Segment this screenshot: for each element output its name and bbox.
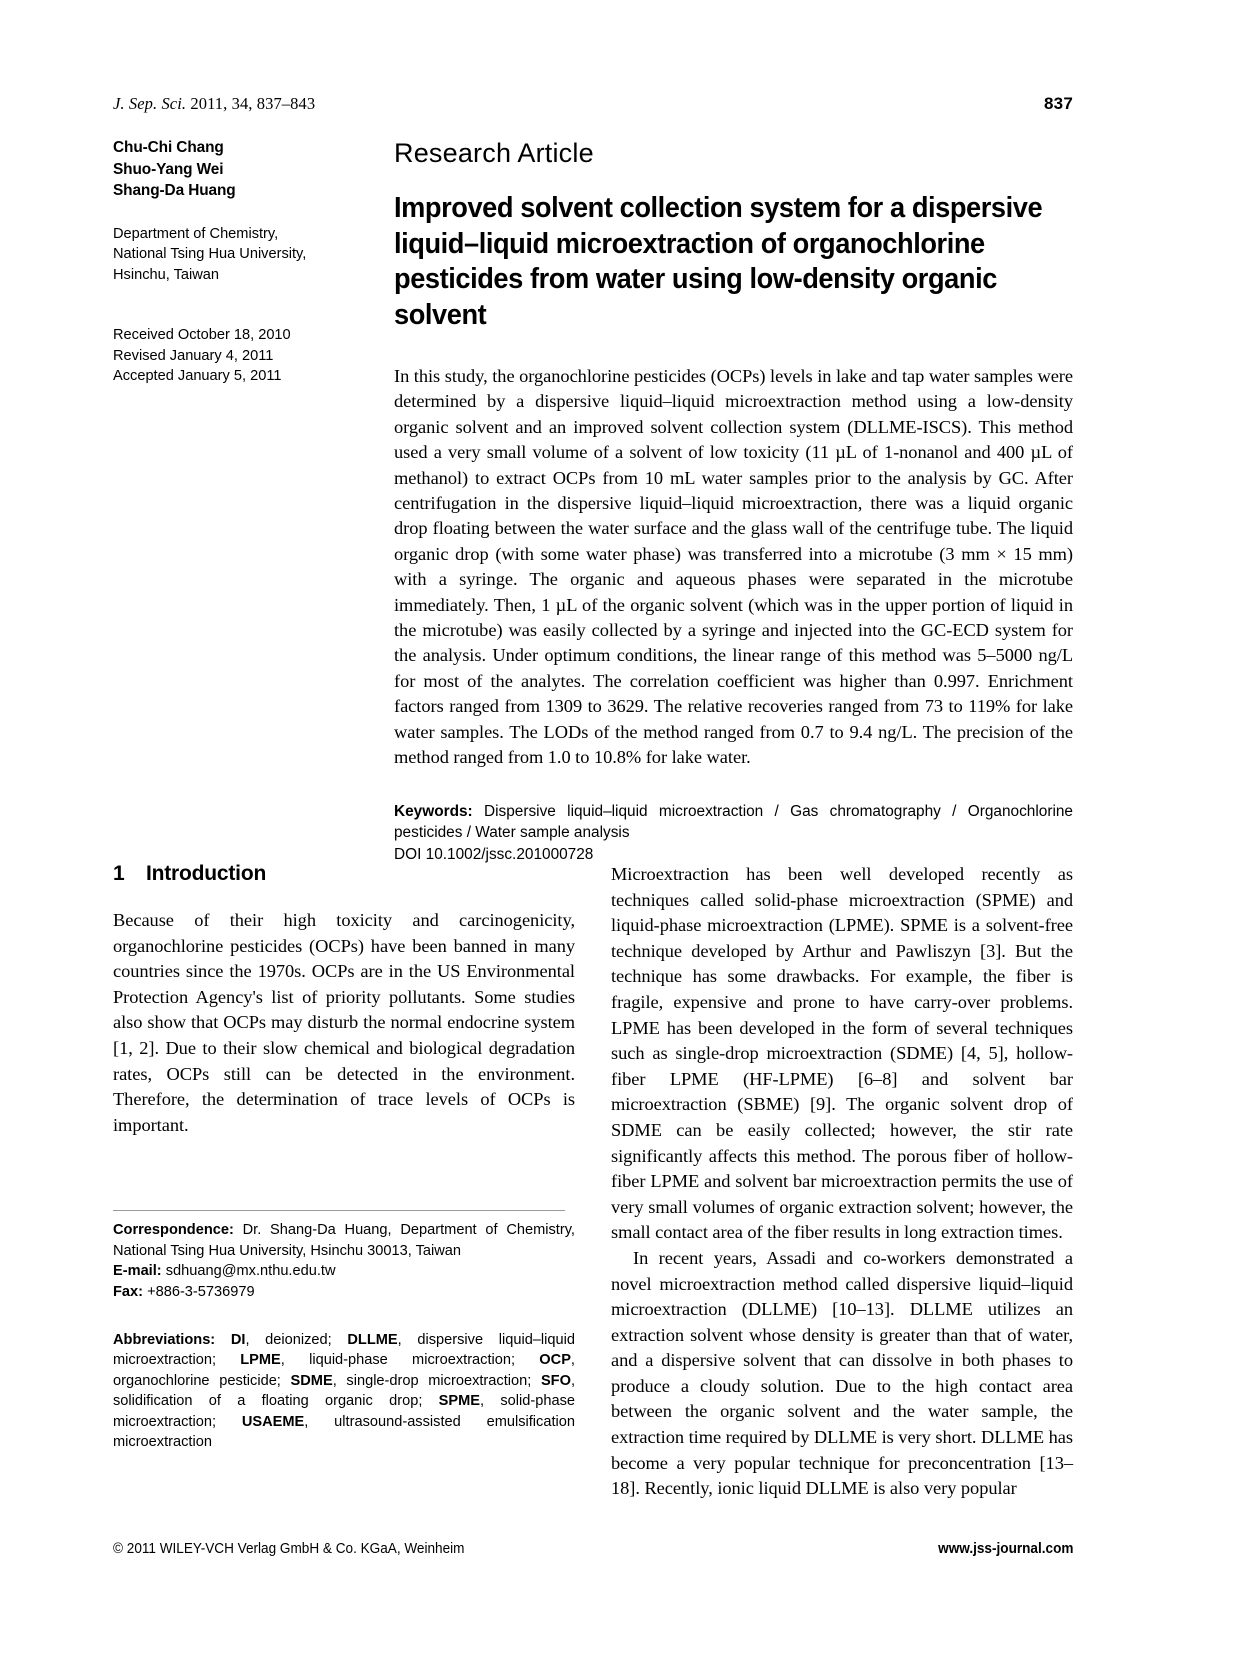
affiliation-line: Department of Chemistry, bbox=[113, 225, 279, 242]
correspondence-block bbox=[113, 1220, 575, 1302]
author-name: Shuo-Yang Wei bbox=[113, 160, 224, 178]
column-left bbox=[113, 862, 575, 1452]
copyright-notice: © 2011 WILEY-VCH Verlag GmbH & Co. KGaA, Weinheim bbox=[113, 1541, 465, 1557]
keywords-label: Keywords: bbox=[394, 802, 473, 820]
article-header bbox=[113, 137, 1073, 863]
abbreviation-term: DLLME bbox=[347, 1331, 398, 1348]
correspondence-text: Dr. Shang-Da Huang, Department of Chemistry, National Tsing Hua University, Hsinchu 30013, Taiwan bbox=[113, 1222, 575, 1259]
abbreviations-list bbox=[113, 1332, 575, 1450]
section-number: 1 bbox=[113, 862, 125, 885]
fax-value: +886-3-5736979 bbox=[143, 1283, 255, 1300]
email-value[interactable]: sdhuang@mx.nthu.edu.tw bbox=[161, 1263, 336, 1280]
running-head bbox=[113, 94, 1073, 114]
date-received: Received October 18, 2010 bbox=[113, 327, 291, 343]
body-columns bbox=[113, 862, 1073, 1499]
abbreviation-definition: , dispersive liquid–liquid microextraction; bbox=[113, 1331, 575, 1369]
abbreviation-definition: , ultrasound-assisted emulsification microextraction bbox=[113, 1413, 575, 1450]
email-line bbox=[113, 1261, 575, 1281]
abbreviation-definition: , deionized; bbox=[245, 1331, 348, 1348]
abbreviation-term: LPME bbox=[240, 1352, 281, 1369]
abbreviation-term: SDME bbox=[290, 1372, 333, 1389]
paragraph: Because of their high toxicity and carcinogenicity, organochlorine pesticides (OCPs) have been banned in many countries since the 1970s. OCPs are in the US Environmental Protection Agency's list of priority pollutants. Some studies also show that OCPs may disturb the normal endocrine system [1, 2]. Due to their slow chemical and biological degradation rates, OCPs still can be detected in the environment. Therefore, the determination of trace levels of OCPs is important. bbox=[113, 910, 575, 1135]
journal-name: J. Sep. Sci. bbox=[113, 94, 187, 113]
page-footer bbox=[113, 1541, 1073, 1557]
date-accepted: Accepted January 5, 2011 bbox=[113, 368, 282, 384]
affiliation bbox=[113, 224, 375, 286]
abbreviation-term: OCP bbox=[539, 1352, 571, 1369]
affiliation-line: National Tsing Hua University, bbox=[113, 246, 307, 262]
submission-dates bbox=[113, 325, 375, 387]
date-revised: Revised January 4, 2011 bbox=[113, 347, 274, 364]
section-title: Introduction bbox=[146, 862, 267, 885]
abbreviation-definition: , single-drop microextraction; bbox=[332, 1372, 541, 1389]
journal-citation bbox=[113, 94, 315, 114]
fax-line bbox=[113, 1282, 575, 1302]
keywords-text: Dispersive liquid–liquid microextraction / Gas chromatography / Organochlorine pesticides / Water sample analysis bbox=[394, 802, 1073, 841]
article-title: Improved solvent collection system for a dispersive liquid–liquid microextraction of organochlorine pesticides from water using low-density organic solvent bbox=[394, 192, 1043, 331]
article-meta-column bbox=[113, 137, 375, 387]
abbreviation-term: DI bbox=[230, 1331, 246, 1348]
email-label: E-mail: bbox=[113, 1263, 162, 1280]
keywords bbox=[394, 801, 1073, 844]
abbreviations-block bbox=[113, 1330, 575, 1452]
abbreviations-label: Abbreviations: bbox=[113, 1331, 216, 1348]
journal-volume-pages: 2011, 34, 837–843 bbox=[186, 94, 316, 113]
correspondence-line bbox=[113, 1220, 575, 1261]
fax-label: Fax: bbox=[113, 1283, 144, 1300]
section-heading-introduction bbox=[113, 862, 575, 886]
abbreviation-definition: , solidification of a floating organic drop; bbox=[113, 1372, 575, 1410]
abbreviation-term: SPME bbox=[438, 1393, 481, 1410]
doi[interactable]: DOI 10.1002/jssc.201000728 bbox=[394, 845, 594, 863]
affiliation-line: Hsinchu, Taiwan bbox=[113, 266, 219, 283]
title-column bbox=[394, 137, 1073, 865]
abbreviation-definition: , liquid-phase microextraction; bbox=[280, 1352, 540, 1369]
column-right bbox=[611, 862, 1073, 1502]
abbreviation-term: USAEME bbox=[241, 1413, 305, 1430]
journal-website[interactable]: www.jss-journal.com bbox=[937, 1541, 1073, 1557]
author-name: Shang-Da Huang bbox=[113, 182, 236, 199]
author-list bbox=[113, 137, 375, 202]
article-type-kicker: Research Article bbox=[394, 138, 594, 168]
author-name: Chu-Chi Chang bbox=[113, 139, 224, 156]
page-number: 837 bbox=[1044, 94, 1073, 113]
footnote-divider bbox=[113, 1210, 565, 1211]
correspondence-label: Correspondence: bbox=[113, 1222, 234, 1239]
abstract: In this study, the organochlorine pesticides (OCPs) levels in lake and tap water samples were determined by a dispersive liquid–liquid microextraction method using a low-density organic solvent and an improved solvent collection system (DLLME-ISCS). This method used a very small volume of a solvent of low toxicity (11 µL of 1-nonanol and 400 µL of methanol) to extract OCPs from 10 mL water samples prior to the analysis by GC. After centrifugation in the dispersive liquid–liquid microextraction, there was a liquid organic drop floating between the water surface and the glass wall of the centrifuge tube. The liquid organic drop (with some water phase) was transferred into a microtube (3 mm × 15 mm) with a syringe. The organic and aqueous phases were separated in the microtube immediately. Then, 1 µL of the organic solvent (which was in the upper portion of liquid in the microtube) was easily collected by a syringe and injected into the GC-ECD system for the analysis. Under optimum conditions, the linear range of this method was 5–5000 ng/L for most of the analytes. The correlation coefficient was higher than 0.997. Enrichment factors ranged from 1309 to 3629. The relative recoveries ranged from 73 to 119% for lake water samples. The LODs of the method ranged from 0.7 to 9.4 ng/L. The precision of the method ranged from 1.0 to 10.8% for lake water. bbox=[394, 366, 1073, 768]
abbreviation-term: SFO bbox=[540, 1372, 571, 1389]
paragraph: In recent years, Assadi and co-workers demonstrated a novel microextraction method called dispersive liquid–liquid microextraction (DLLME) [10–13]. DLLME utilizes an extraction solvent whose density is greater than that of water, and a dispersive solvent that can dissolve in both phases to produce a cloudy solution. Due to the high contact area between the organic solvent and the water sample, the extraction time required by DLLME is very short. DLLME has become a very popular technique for preconcentration [13–18]. Recently, ionic liquid DLLME is also very popular bbox=[611, 1247, 1073, 1499]
paragraph: Microextraction has been well developed recently as techniques called solid-phase microextraction (SPME) and liquid-phase microextraction (LPME). SPME is a solvent-free technique developed by Arthur and Pawliszyn [3]. But the technique has some drawbacks. For example, the fiber is fragile, expensive and prone to have carry-over problems. LPME has been developed in the form of several techniques such as single-drop microextraction (SDME) [4, 5], hollow-fiber LPME (HF-LPME) [6–8] and solvent bar microextraction (SBME) [9]. The organic solvent drop of SDME can be easily collected; however, the stir rate significantly affects this method. The porous fiber of hollow-fiber LPME and solvent bar microextraction permits the use of very small volumes of organic extraction solvent; however, the small contact area of the fiber results in long extraction times. bbox=[611, 864, 1073, 1243]
abbreviation-definition: , solid-phase microextraction; bbox=[113, 1393, 575, 1430]
abbreviation-definition: , organochlorine pesticide; bbox=[113, 1352, 575, 1389]
